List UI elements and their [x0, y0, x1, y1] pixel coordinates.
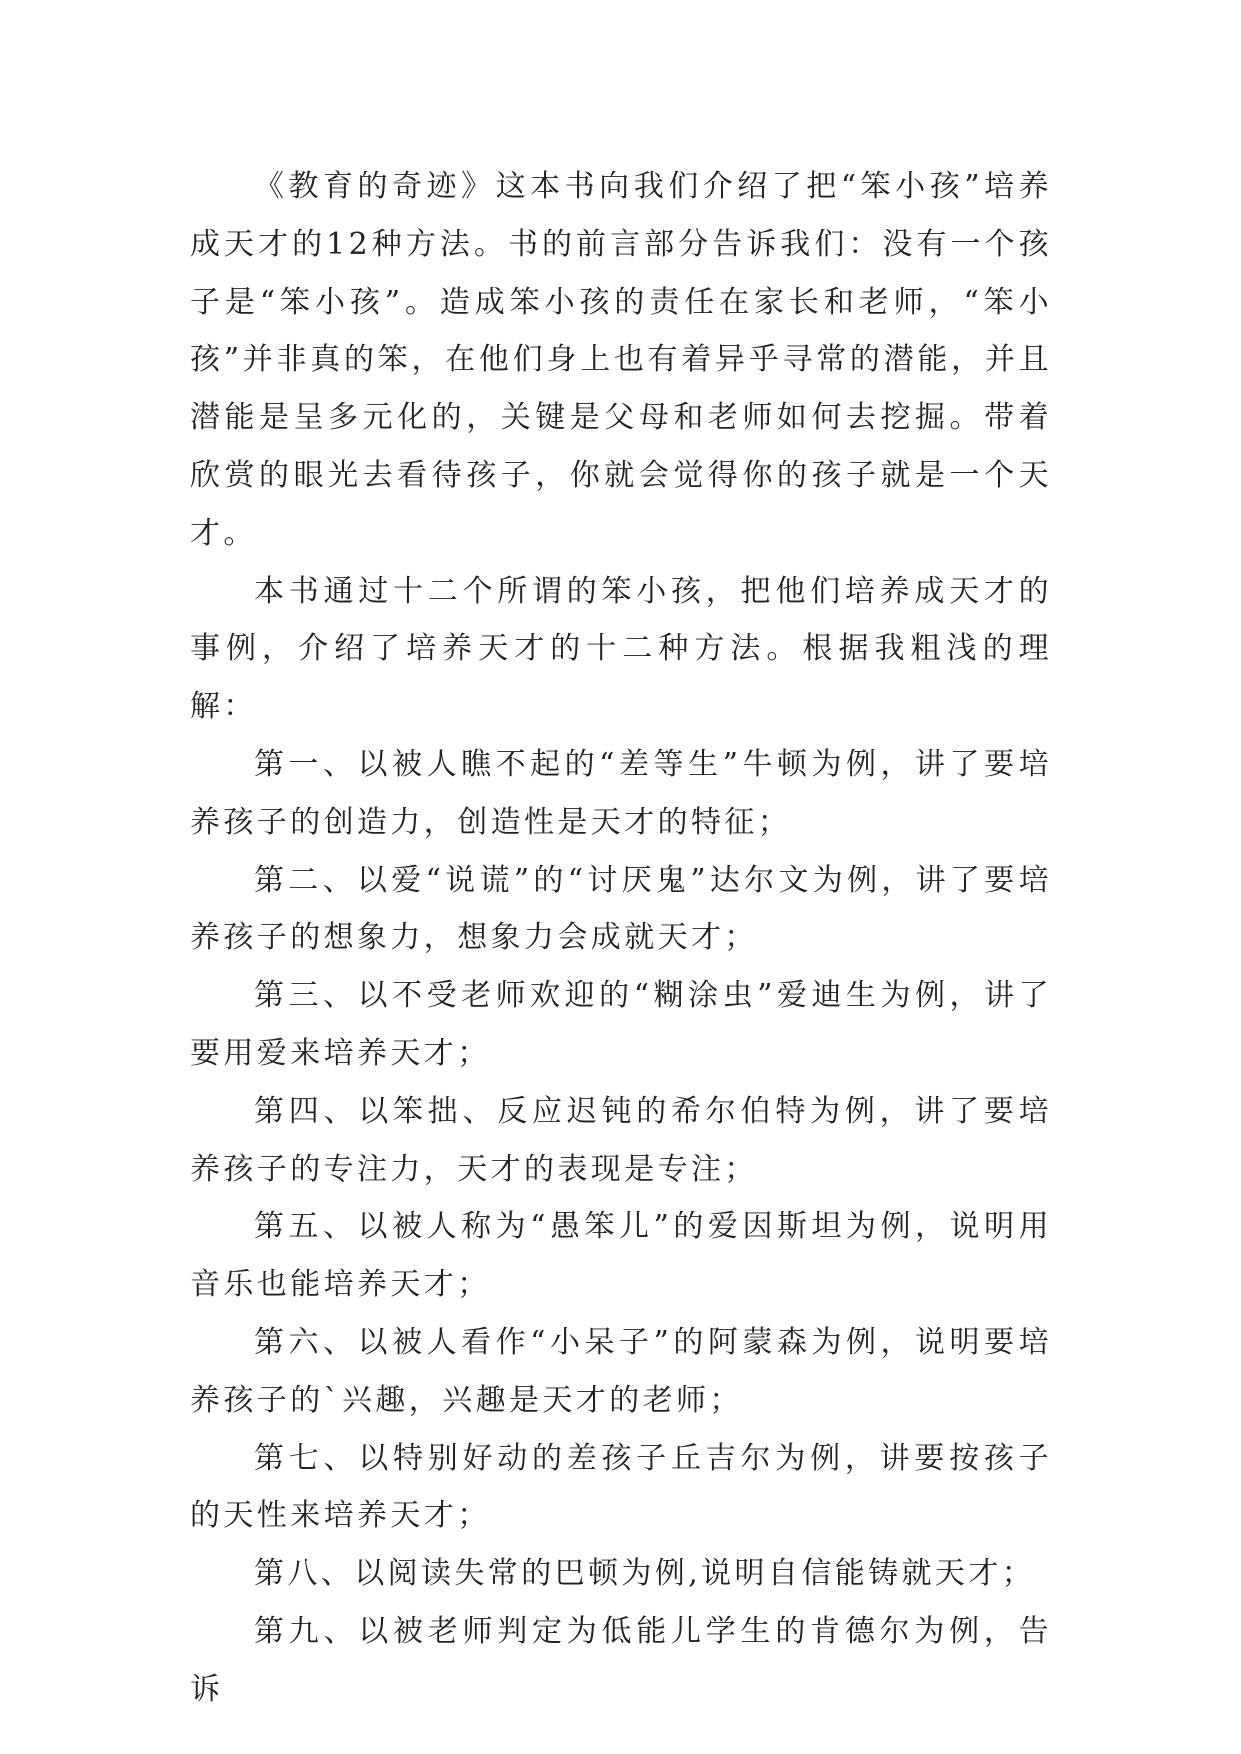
paragraph-item-8: 第八、以阅读失常的巴顿为例,说明自信能铸就天才；: [254, 1556, 1036, 1592]
paragraph-intro: 《教育的奇迹》这本书向我们介绍了把“笨小孩”培养成天才的12种方法。书的前言部分告诉我们：没有一个孩子是“笨小孩”。造成笨小孩的责任在家长和老师，“笨小孩”并非真的笨，在他们身上也有着异乎寻常的潜能，并且潜能是呈多元化的，关键是父母和老师如何去挖掘。带着欣赏的眼光去看待孩子，你就会觉得你的孩子就是一个天才。: [190, 169, 1052, 551]
paragraph-item-6: 第六、以被人看作“小呆子”的阿蒙森为例，说明要培养孩子的`兴趣，兴趣是天才的老师；: [190, 1324, 1052, 1418]
paragraph-item-5: 第五、以被人称为“愚笨儿”的爱因斯坦为例，说明用音乐也能培养天才；: [190, 1209, 1052, 1303]
paragraph-overview: 本书通过十二个所谓的笨小孩，把他们培养成天才的事例，介绍了培养天才的十二种方法。根据我粗浅的理解：: [190, 573, 1052, 725]
paragraph-item-4: 第四、以笨拙、反应迟钝的希尔伯特为例，讲了要培养孩子的专注力，天才的表现是专注；: [190, 1093, 1052, 1187]
paragraph-item-3: 第三、以不受老师欢迎的“糊涂虫”爱迪生为例，讲了要用爱来培养天才；: [190, 978, 1052, 1071]
document-body: [190, 158, 1052, 1719]
paragraph-item-7: 第七、以特别好动的差孩子丘吉尔为例，讲要按孩子的天性来培养天才；: [190, 1440, 1052, 1534]
paragraph-item-9: 第九、以被老师判定为低能儿学生的肯德尔为例，告诉: [190, 1613, 1052, 1707]
paragraph-item-2: 第二、以爱“说谎”的“讨厌鬼”达尔文为例，讲了要培养孩子的想象力，想象力会成就天才；: [190, 862, 1052, 956]
paragraph-item-1: 第一、以被人瞧不起的“差等生”牛顿为例，讲了要培养孩子的创造力，创造性是天才的特征；: [190, 746, 1052, 840]
